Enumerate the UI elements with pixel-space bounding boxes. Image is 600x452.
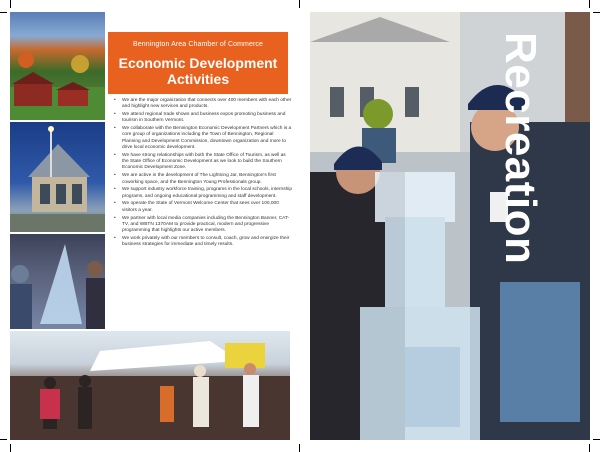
crop-mark	[589, 0, 590, 8]
list-item: • We collaborate with the Bennington Economic Development Partners which is a core group of organizations including the Town of Bennington, Regional Planning and Development Commission, downtown organization and more to drive local economic development.	[114, 126, 292, 151]
crop-mark	[10, 0, 11, 8]
crop-mark	[589, 444, 590, 452]
headline-box	[108, 32, 288, 94]
list-item: • We work privately with our members to consult, coach, grow and energize their business strategies for immediate and timely results.	[114, 235, 290, 248]
list-item: • We are the major organization that connects over 400 members with each other and highlight new services and products.	[114, 98, 292, 110]
crop-mark	[593, 439, 600, 440]
photo-ice-sculpture-crowd	[10, 234, 105, 329]
list-item: • We partner with local media companies including the Bennington Banner, CAT-TV, and WBTN 1370AM to provide practical, modern and progressive programming that highlights our active members.	[114, 215, 290, 234]
recreation-label: Recreation	[496, 32, 545, 265]
crop-mark	[10, 444, 11, 452]
photo-autumn-farm	[10, 12, 105, 120]
list-item: • We are active in the development of The Lightning Jar, Bennington's first coworking space, and the Bennington Young Professionals group.	[114, 173, 276, 185]
organization-name: Bennington Area Chamber of Commerce	[133, 41, 263, 48]
recreation-heading	[496, 32, 580, 332]
list-item: • We support industry workforce training, programs in the local schools, internship programs, and ongoing educational programming and staff development.	[114, 187, 293, 199]
crop-mark	[0, 439, 7, 440]
list-item: • We attend regional trade shows and business expos promoting business and tourism in Southern Vermont.	[114, 112, 286, 124]
crop-mark	[0, 12, 7, 13]
list-item: • We operate the State of Vermont Welcome Center that sees over 100,000 visitors a year.	[114, 201, 279, 213]
crop-mark	[299, 444, 300, 452]
photo-welcome-center	[10, 122, 105, 232]
crop-mark	[593, 12, 600, 13]
brochure-spread	[10, 12, 590, 440]
list-item: • We have strong relationships with both the State Office of Tourism, as well as the State Office of Economic Development as we look to build the Southern Economic Development Zone.	[114, 152, 286, 171]
photo-outdoor-concert	[10, 331, 290, 440]
crop-mark	[299, 0, 300, 8]
activities-list	[114, 98, 292, 250]
section-title: Economic Development Activities	[118, 55, 278, 87]
